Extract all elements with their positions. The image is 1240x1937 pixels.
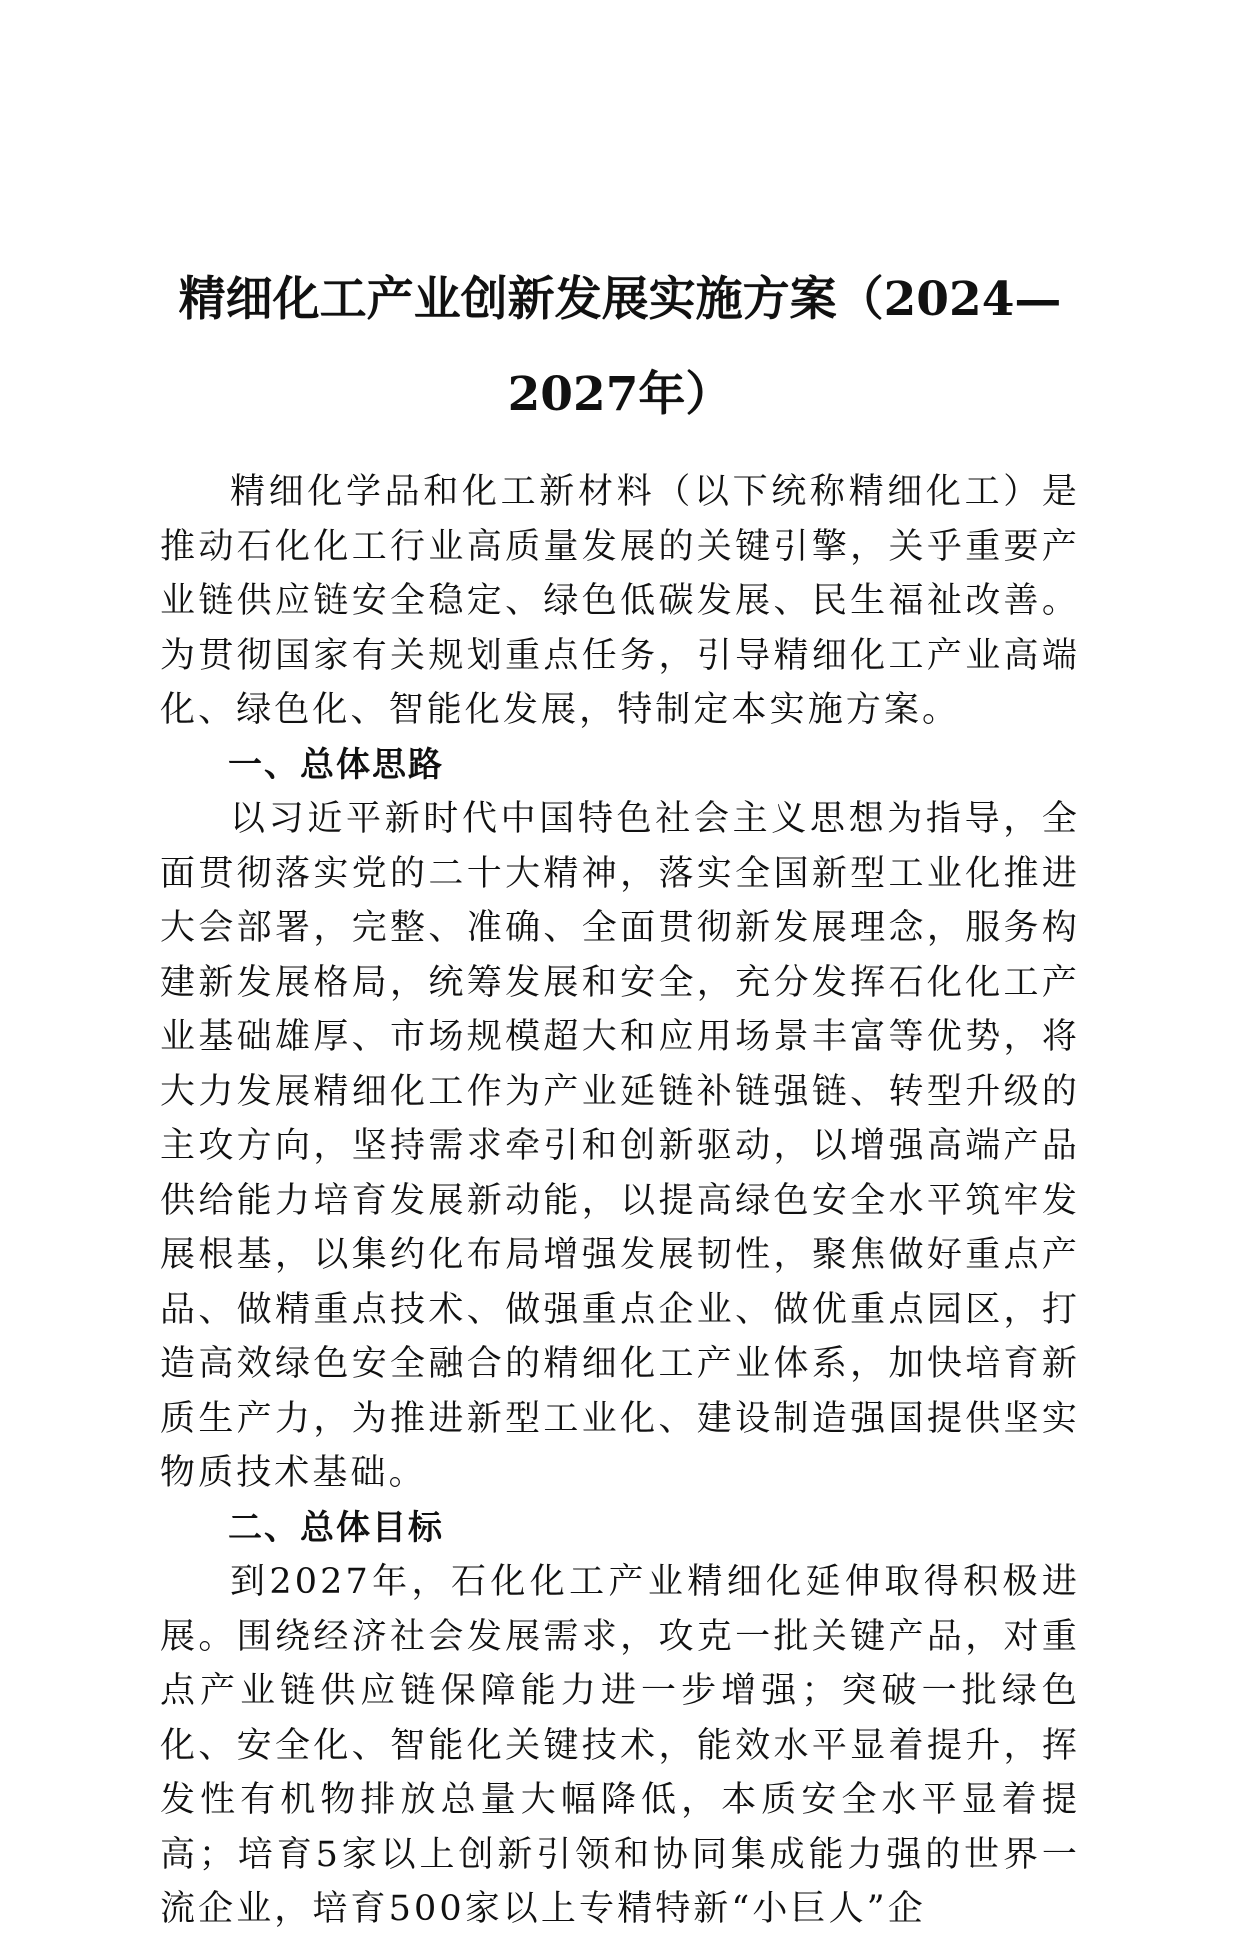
overall-goals-paragraph: 到2027年，石化化工产业精细化延伸取得积极进展。围绕经济社会发展需求，攻克一批关键产品，对重点产业链供应链保障能力进一步增强；突破一批绿色化、安全化、智能化关键技术，能效水平显着提升，挥发性有机物排放总量大幅降低，本质安全水平显着提高；培育5家以上创新引领和协同集成能力强的世界一流企业，培育500家以上专精特新“小巨人”企 [160,1562,1080,1929]
overall-approach-paragraph: 以习近平新时代中国特色社会主义思想为指导，全面贯彻落实党的二十大精神，落实全国新型工业化推进大会部署，完整、准确、全面贯彻新发展理念，服务构建新发展格局，统筹发展和安全，充分发挥石化化工产业基础雄厚、市场规模超大和应用场景丰富等优势，将大力发展精细化工作为产业延链补链强链、转型升级的主攻方向，坚持需求牵引和创新驱动，以增强高端产品供给能力培育发展新动能，以提高绿色安全水平筑牢发展根基，以集约化布局增强发展韧性，聚焦做好重点产品、做精重点技术、做强重点企业、做优重点园区，打造高效绿色安全融合的精细化工产业体系，加快培育新质生产力，为推进新型工业化、建设制造强国提供坚实物质技术基础。 [160,799,1080,1493]
intro-paragraph: 精细化学品和化工新材料（以下统称精细化工）是推动石化化工行业高质量发展的关键引擎，关乎重要产业链供应链安全稳定、绿色低碳发展、民生福祉改善。为贯彻国家有关规划重点任务，引导精细化工产业高端化、绿色化、智能化发展，特制定本实施方案。 [160,472,1080,730]
document-body [160,465,1080,1937]
section-heading-overall-goals: 二、总体目标 [228,1507,444,1548]
document-title: 精细化工产业创新发展实施方案（2024—2027年） [178,272,1062,422]
section-heading-overall-approach: 一、总体思路 [228,744,444,785]
